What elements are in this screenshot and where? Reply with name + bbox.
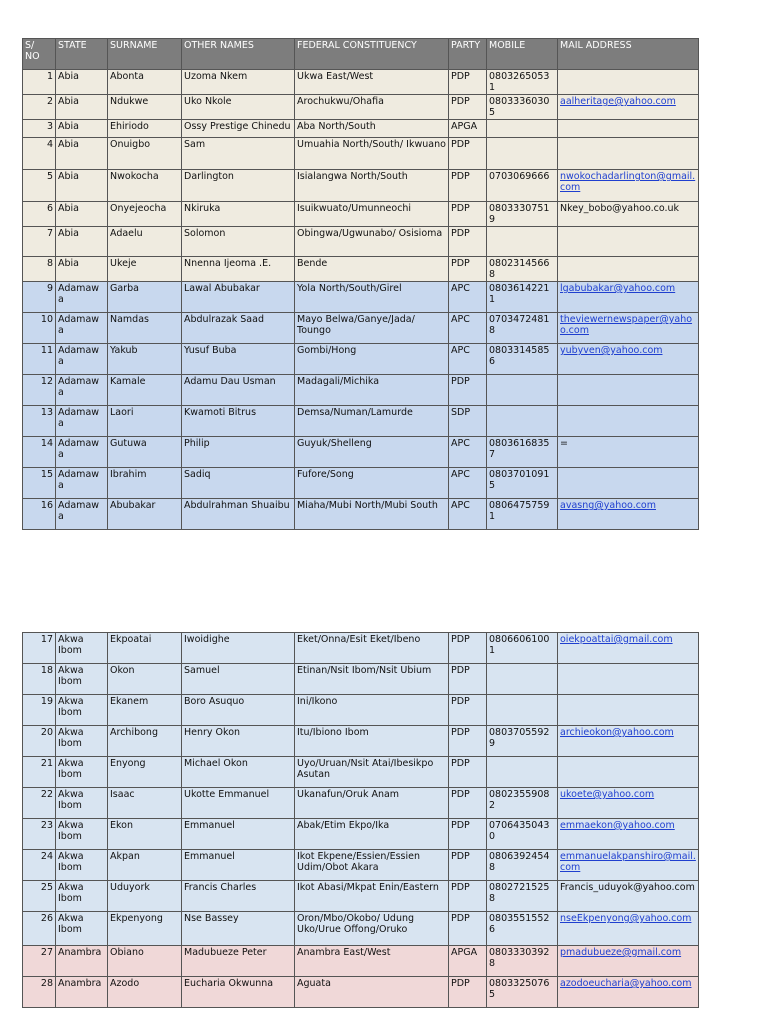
table-row — [23, 633, 699, 664]
cell-mobile: 08064757591 — [487, 499, 558, 530]
cell-party: PDP — [449, 633, 487, 664]
cell-other-names: Kwamoti Bitrus — [182, 406, 295, 437]
cell-surname: Yakub — [108, 344, 182, 375]
cell-other-names: Ukotte Emmanuel — [182, 788, 295, 819]
cell-party: PDP — [449, 664, 487, 695]
cell-mail — [558, 138, 699, 170]
email-link[interactable]: archieokon@yahoo.com — [560, 727, 674, 738]
cell-sno: 4 — [23, 138, 56, 170]
cell-party: APC — [449, 282, 487, 313]
header-surname: SURNAME — [108, 39, 182, 70]
cell-mail[interactable] — [558, 95, 699, 120]
cell-surname: Ukeje — [108, 257, 182, 282]
cell-mobile: 08036168357 — [487, 437, 558, 468]
table-row — [23, 313, 699, 344]
cell-sno: 17 — [23, 633, 56, 664]
cell-sno: 25 — [23, 881, 56, 912]
cell-surname: Ekpenyong — [108, 912, 182, 946]
cell-sno: 11 — [23, 344, 56, 375]
cell-party: PDP — [449, 257, 487, 282]
email-link[interactable]: azodoeucharia@yahoo.com — [560, 978, 692, 989]
cell-sno: 13 — [23, 406, 56, 437]
cell-mobile — [487, 695, 558, 726]
cell-mail[interactable] — [558, 726, 699, 757]
cell-surname: Abubakar — [108, 499, 182, 530]
cell-mobile: 08037010915 — [487, 468, 558, 499]
table-row — [23, 788, 699, 819]
cell-sno: 14 — [23, 437, 56, 468]
cell-other-names: Solomon — [182, 227, 295, 257]
cell-constituency: Abak/Etim Ekpo/Ika — [295, 819, 449, 850]
cell-constituency: Ikot Ekpene/Essien/Essien Udim/Obot Akara — [295, 850, 449, 881]
header-other-names: OTHER NAMES — [182, 39, 295, 70]
cell-mail — [558, 257, 699, 282]
table-2-body — [23, 633, 699, 1008]
cell-other-names: Emmanuel — [182, 850, 295, 881]
cell-party: APC — [449, 437, 487, 468]
cell-other-names: Eucharia Okwunna — [182, 977, 295, 1008]
cell-mail — [558, 227, 699, 257]
cell-sno: 8 — [23, 257, 56, 282]
cell-surname: Okon — [108, 664, 182, 695]
cell-party: PDP — [449, 850, 487, 881]
table-row — [23, 468, 699, 499]
cell-state: Akwa Ibom — [56, 664, 108, 695]
cell-surname: Onyejeocha — [108, 202, 182, 227]
cell-state: Abia — [56, 70, 108, 95]
cell-state: Akwa Ibom — [56, 726, 108, 757]
cell-constituency: Guyuk/Shelleng — [295, 437, 449, 468]
cell-state: Akwa Ibom — [56, 819, 108, 850]
cell-state: Akwa Ibom — [56, 788, 108, 819]
cell-party: PDP — [449, 788, 487, 819]
cell-surname: Akpan — [108, 850, 182, 881]
email-link[interactable]: ukoete@yahoo.com — [560, 789, 655, 800]
cell-party: APGA — [449, 946, 487, 977]
table-row — [23, 912, 699, 946]
cell-constituency: Oron/Mbo/Okobo/ Udung Uko/Urue Offong/Oruko — [295, 912, 449, 946]
cell-mail — [558, 695, 699, 726]
cell-state: Abia — [56, 138, 108, 170]
cell-mobile: 08035515526 — [487, 912, 558, 946]
cell-state: Adamaw a — [56, 437, 108, 468]
cell-sno: 16 — [23, 499, 56, 530]
cell-mail[interactable] — [558, 344, 699, 375]
table-row — [23, 202, 699, 227]
cell-other-names: Iwoidighe — [182, 633, 295, 664]
cell-party: PDP — [449, 170, 487, 202]
cell-sno: 19 — [23, 695, 56, 726]
cell-party: APC — [449, 344, 487, 375]
header-state: STATE — [56, 39, 108, 70]
cell-mobile: 08023145668 — [487, 257, 558, 282]
cell-sno: 28 — [23, 977, 56, 1008]
cell-constituency: Ikot Abasi/Mkpat Enin/Eastern — [295, 881, 449, 912]
table-row — [23, 70, 699, 95]
email-link[interactable]: nwokochadarlington@gmail.com — [560, 171, 696, 193]
header-mail-address: MAIL ADDRESS — [558, 39, 699, 70]
cell-surname: Kamale — [108, 375, 182, 406]
cell-constituency: Uyo/Uruan/Nsit Atai/Ibesikpo Asutan — [295, 757, 449, 788]
cell-mail[interactable] — [558, 633, 699, 664]
cell-party: PDP — [449, 977, 487, 1008]
cell-mail — [558, 468, 699, 499]
cell-mail[interactable] — [558, 850, 699, 881]
cell-party: PDP — [449, 227, 487, 257]
cell-surname: Ehiriodo — [108, 120, 182, 138]
cell-constituency: Itu/Ibiono Ibom — [295, 726, 449, 757]
cell-mail[interactable] — [558, 170, 699, 202]
cell-other-names: Nse Bassey — [182, 912, 295, 946]
cell-surname: Obiano — [108, 946, 182, 977]
cell-state: Abia — [56, 95, 108, 120]
cell-state: Adamaw a — [56, 499, 108, 530]
cell-party: PDP — [449, 375, 487, 406]
cell-constituency: Aba North/South — [295, 120, 449, 138]
email-link[interactable]: yubyven@yahoo.com — [560, 345, 663, 356]
cell-surname: Adaelu — [108, 227, 182, 257]
table-row — [23, 977, 699, 1008]
cell-state: Abia — [56, 120, 108, 138]
email-link[interactable]: aalheritage@yahoo.com — [560, 96, 676, 107]
cell-constituency: Arochukwu/Ohafia — [295, 95, 449, 120]
cell-mobile: 0703069666 — [487, 170, 558, 202]
cell-other-names: Henry Okon — [182, 726, 295, 757]
cell-sno: 12 — [23, 375, 56, 406]
cell-mobile: 08033250765 — [487, 977, 558, 1008]
cell-other-names: Yusuf Buba — [182, 344, 295, 375]
cell-mobile: 08036142211 — [487, 282, 558, 313]
cell-party: PDP — [449, 202, 487, 227]
cell-constituency: Ukwa East/West — [295, 70, 449, 95]
cell-mobile — [487, 227, 558, 257]
cell-constituency: Madagali/Michika — [295, 375, 449, 406]
cell-constituency: Ukanafun/Oruk Anam — [295, 788, 449, 819]
table-row — [23, 726, 699, 757]
cell-sno: 10 — [23, 313, 56, 344]
email-link[interactable]: lgabubakar@yahoo.com — [560, 283, 676, 294]
cell-mobile: 08033303928 — [487, 946, 558, 977]
email-link[interactable]: pmadubueze@gmail.com — [560, 947, 682, 958]
cell-mobile — [487, 138, 558, 170]
table-row — [23, 375, 699, 406]
cell-other-names: Abdulrahman Shuaibu — [182, 499, 295, 530]
cell-mail[interactable] — [558, 788, 699, 819]
cell-party: PDP — [449, 819, 487, 850]
cell-party: PDP — [449, 912, 487, 946]
cell-other-names: Uko Nkole — [182, 95, 295, 120]
cell-mail — [558, 406, 699, 437]
cell-constituency: Eket/Onna/Esit Eket/Ibeno — [295, 633, 449, 664]
cell-surname: Namdas — [108, 313, 182, 344]
cell-mobile: 08033307519 — [487, 202, 558, 227]
cell-mobile: 08027215258 — [487, 881, 558, 912]
cell-sno: 27 — [23, 946, 56, 977]
cell-state: Abia — [56, 202, 108, 227]
cell-constituency: Etinan/Nsit Ibom/Nsit Ubium — [295, 664, 449, 695]
cell-state: Adamaw a — [56, 313, 108, 344]
cell-other-names: Madubueze Peter — [182, 946, 295, 977]
cell-surname: Uduyork — [108, 881, 182, 912]
cell-state: Abia — [56, 257, 108, 282]
cell-constituency: Gombi/Hong — [295, 344, 449, 375]
cell-mail — [558, 437, 699, 468]
cell-mail — [558, 120, 699, 138]
cell-state: Akwa Ibom — [56, 633, 108, 664]
table-row — [23, 664, 699, 695]
cell-constituency: Fufore/Song — [295, 468, 449, 499]
cell-mail — [558, 881, 699, 912]
cell-party: APGA — [449, 120, 487, 138]
cell-mobile — [487, 375, 558, 406]
cell-other-names: Lawal Abubakar — [182, 282, 295, 313]
cell-mobile — [487, 757, 558, 788]
cell-party: PDP — [449, 95, 487, 120]
cell-other-names: Boro Asuquo — [182, 695, 295, 726]
cell-sno: 1 — [23, 70, 56, 95]
cell-state: Akwa Ibom — [56, 757, 108, 788]
cell-sno: 3 — [23, 120, 56, 138]
cell-surname: Nwokocha — [108, 170, 182, 202]
cell-mobile — [487, 664, 558, 695]
cell-other-names: Nnenna Ijeoma .E. — [182, 257, 295, 282]
cell-party: PDP — [449, 70, 487, 95]
table-1-body — [23, 70, 699, 530]
cell-sno: 23 — [23, 819, 56, 850]
cell-sno: 5 — [23, 170, 56, 202]
table-row — [23, 95, 699, 120]
table-row — [23, 120, 699, 138]
cell-sno: 6 — [23, 202, 56, 227]
cell-sno: 20 — [23, 726, 56, 757]
table-row — [23, 227, 699, 257]
email-link[interactable]: nseEkpenyong@yahoo.com — [560, 913, 692, 924]
cell-other-names: Uzoma Nkem — [182, 70, 295, 95]
email-text: = — [560, 438, 568, 449]
cell-constituency: Obingwa/Ugwunabo/ Osisioma — [295, 227, 449, 257]
table-row — [23, 406, 699, 437]
cell-party: SDP — [449, 406, 487, 437]
cell-mail[interactable] — [558, 819, 699, 850]
cell-surname: Abonta — [108, 70, 182, 95]
table-row — [23, 138, 699, 170]
table-row — [23, 695, 699, 726]
cell-constituency: Isialangwa North/South — [295, 170, 449, 202]
cell-surname: Azodo — [108, 977, 182, 1008]
cell-mobile: 08037055929 — [487, 726, 558, 757]
email-link[interactable]: emmaekon@yahoo.com — [560, 820, 675, 831]
cell-state: Akwa Ibom — [56, 912, 108, 946]
cell-mobile — [487, 120, 558, 138]
cell-party: PDP — [449, 726, 487, 757]
cell-constituency: Anambra East/West — [295, 946, 449, 977]
cell-surname: Archibong — [108, 726, 182, 757]
cell-party: PDP — [449, 138, 487, 170]
cell-state: Adamaw a — [56, 375, 108, 406]
table-row — [23, 499, 699, 530]
cell-surname: Ibrahim — [108, 468, 182, 499]
cell-sno: 7 — [23, 227, 56, 257]
cell-other-names: Abdulrazak Saad — [182, 313, 295, 344]
cell-other-names: Samuel — [182, 664, 295, 695]
members-table-2 — [22, 632, 699, 1008]
cell-state: Adamaw a — [56, 344, 108, 375]
cell-party: APC — [449, 499, 487, 530]
cell-surname: Laori — [108, 406, 182, 437]
cell-other-names: Sadiq — [182, 468, 295, 499]
cell-constituency: Ini/Ikono — [295, 695, 449, 726]
cell-other-names: Nkiruka — [182, 202, 295, 227]
cell-constituency: Yola North/South/Girel — [295, 282, 449, 313]
cell-other-names: Ossy Prestige Chinedu — [182, 120, 295, 138]
cell-mobile: 07064350430 — [487, 819, 558, 850]
cell-sno: 9 — [23, 282, 56, 313]
cell-sno: 2 — [23, 95, 56, 120]
cell-mail — [558, 664, 699, 695]
cell-mail — [558, 375, 699, 406]
cell-sno: 24 — [23, 850, 56, 881]
table-row — [23, 437, 699, 468]
cell-state: Abia — [56, 227, 108, 257]
cell-sno: 21 — [23, 757, 56, 788]
cell-state: Adamaw a — [56, 282, 108, 313]
table-row — [23, 282, 699, 313]
cell-mail — [558, 202, 699, 227]
table-row — [23, 257, 699, 282]
cell-sno: 15 — [23, 468, 56, 499]
email-link[interactable]: theviewernewspaper@yahoo.com — [560, 314, 693, 336]
cell-party: APC — [449, 313, 487, 344]
cell-mobile — [487, 406, 558, 437]
table-row — [23, 819, 699, 850]
cell-mail — [558, 757, 699, 788]
table-row — [23, 850, 699, 881]
members-table-1 — [22, 38, 699, 530]
table-row — [23, 757, 699, 788]
header-federal-constituency: FEDERAL CONSTITUENCY — [295, 39, 449, 70]
cell-mail[interactable] — [558, 946, 699, 977]
cell-surname: Ndukwe — [108, 95, 182, 120]
cell-state: Anambra — [56, 946, 108, 977]
cell-mobile: 08032650531 — [487, 70, 558, 95]
header-sno: S/ NO — [23, 39, 56, 70]
cell-other-names: Adamu Dau Usman — [182, 375, 295, 406]
cell-sno: 18 — [23, 664, 56, 695]
cell-other-names: Sam — [182, 138, 295, 170]
cell-state: Akwa Ibom — [56, 695, 108, 726]
header-party: PARTY — [449, 39, 487, 70]
cell-state: Anambra — [56, 977, 108, 1008]
cell-surname: Enyong — [108, 757, 182, 788]
email-link[interactable]: avasng@yahoo.com — [560, 500, 656, 511]
cell-mail[interactable] — [558, 977, 699, 1008]
cell-sno: 22 — [23, 788, 56, 819]
table-row — [23, 170, 699, 202]
email-link[interactable]: oiekpoattai@gmail.com — [560, 634, 673, 645]
cell-other-names: Philip — [182, 437, 295, 468]
cell-mail — [558, 70, 699, 95]
table-row — [23, 881, 699, 912]
cell-constituency: Miaha/Mubi North/Mubi South — [295, 499, 449, 530]
cell-constituency: Isuikwuato/Umunneochi — [295, 202, 449, 227]
email-text: Nkey_bobo@yahoo.co.uk — [560, 203, 680, 214]
header-row — [23, 39, 699, 70]
cell-party: APC — [449, 468, 487, 499]
cell-mobile: 08066061001 — [487, 633, 558, 664]
cell-sno: 26 — [23, 912, 56, 946]
cell-mail[interactable] — [558, 313, 699, 344]
table-row — [23, 946, 699, 977]
cell-mobile: 08063924548 — [487, 850, 558, 881]
cell-mobile: 08033145856 — [487, 344, 558, 375]
cell-constituency: Bende — [295, 257, 449, 282]
email-link[interactable]: emmanuelakpanshiro@mail.com — [560, 851, 696, 873]
cell-state: Adamaw a — [56, 406, 108, 437]
cell-other-names: Michael Okon — [182, 757, 295, 788]
cell-surname: Garba — [108, 282, 182, 313]
cell-surname: Ekpoatai — [108, 633, 182, 664]
cell-constituency: Mayo Belwa/Ganye/Jada/ Toungo — [295, 313, 449, 344]
cell-state: Adamaw a — [56, 468, 108, 499]
cell-surname: Ekon — [108, 819, 182, 850]
cell-party: PDP — [449, 881, 487, 912]
cell-mail[interactable] — [558, 499, 699, 530]
cell-surname: Gutuwa — [108, 437, 182, 468]
cell-other-names: Darlington — [182, 170, 295, 202]
cell-other-names: Francis Charles — [182, 881, 295, 912]
cell-party: PDP — [449, 695, 487, 726]
cell-state: Akwa Ibom — [56, 881, 108, 912]
cell-mobile: 07034724818 — [487, 313, 558, 344]
cell-surname: Isaac — [108, 788, 182, 819]
cell-state: Akwa Ibom — [56, 850, 108, 881]
cell-surname: Ekanem — [108, 695, 182, 726]
cell-surname: Onuigbo — [108, 138, 182, 170]
cell-mobile: 08033360305 — [487, 95, 558, 120]
cell-mobile: 08023559082 — [487, 788, 558, 819]
cell-constituency: Aguata — [295, 977, 449, 1008]
table-row — [23, 344, 699, 375]
cell-constituency: Umuahia North/South/ Ikwuano — [295, 138, 449, 170]
cell-party: PDP — [449, 757, 487, 788]
cell-state: Abia — [56, 170, 108, 202]
cell-other-names: Emmanuel — [182, 819, 295, 850]
email-text: Francis_uduyok@yahoo.com — [560, 882, 695, 893]
cell-mail[interactable] — [558, 282, 699, 313]
header-mobile: MOBILE — [487, 39, 558, 70]
cell-mail[interactable] — [558, 912, 699, 946]
cell-constituency: Demsa/Numan/Lamurde — [295, 406, 449, 437]
